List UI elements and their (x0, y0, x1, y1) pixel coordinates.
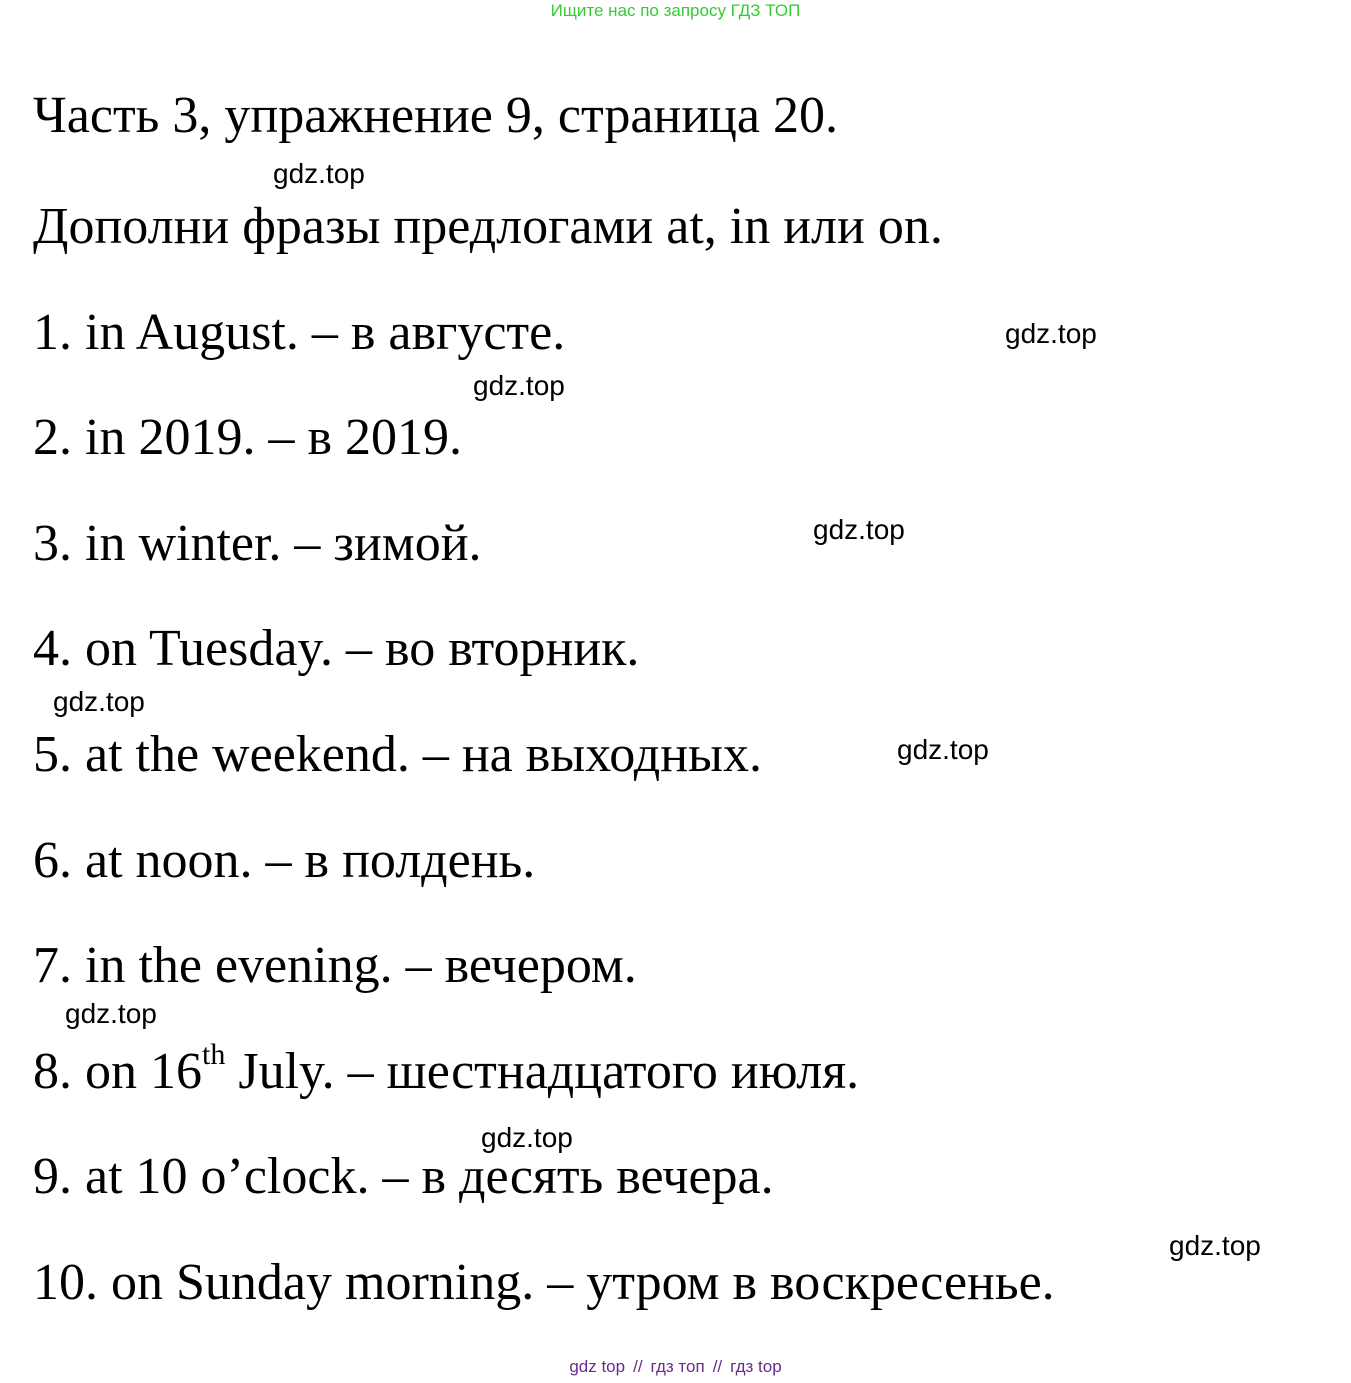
answer-line-4: 4. on Tuesday. – во вторник. (33, 620, 640, 677)
footer-item: гдз top (730, 1357, 782, 1376)
watermark: gdz.top (813, 514, 905, 545)
answer-line-8-start: 8. on 16 (33, 1043, 202, 1100)
top-banner: Ищите нас по запросу ГДЗ ТОП (550, 1, 801, 20)
watermark: gdz.top (273, 158, 365, 189)
exercise-title: Часть 3, упражнение 9, страница 20. (33, 87, 838, 144)
watermark: gdz.top (65, 998, 157, 1029)
watermark: gdz.top (481, 1122, 573, 1153)
answer-line-3: 3. in winter. – зимой. (33, 515, 482, 572)
footer (0, 1357, 1351, 1377)
watermark: gdz.top (897, 734, 989, 765)
watermark: gdz.top (53, 686, 145, 717)
ordinal-suffix: th (202, 1038, 226, 1071)
watermark: gdz.top (1169, 1230, 1261, 1261)
answer-line-10: 10. on Sunday morning. – утром в воскресенье. (33, 1254, 1055, 1311)
answer-line-6: 6. at noon. – в полдень. (33, 832, 536, 889)
footer-separator: // (633, 1357, 643, 1376)
answer-line-9: 9. at 10 o’clock. – в десять вечера. (33, 1148, 774, 1205)
answer-line-7: 7. in the evening. – вечером. (33, 937, 637, 994)
exercise-instruction: Дополни фразы предлогами at, in или on. (33, 198, 943, 255)
answer-line-2: 2. in 2019. – в 2019. (33, 409, 462, 466)
footer-item: гдз топ (650, 1357, 705, 1376)
footer-separator: // (712, 1357, 723, 1376)
watermark: gdz.top (473, 370, 565, 401)
watermark: gdz.top (1005, 318, 1097, 349)
answer-line-5: 5. at the weekend. – на выходных. (33, 726, 762, 783)
answer-line-8 (33, 1038, 860, 1100)
answer-line-1: 1. in August. – в августе. (33, 304, 566, 361)
footer-item: gdz top (569, 1357, 626, 1376)
answer-line-8-end: July. – шестнадцатого июля. (225, 1043, 860, 1100)
